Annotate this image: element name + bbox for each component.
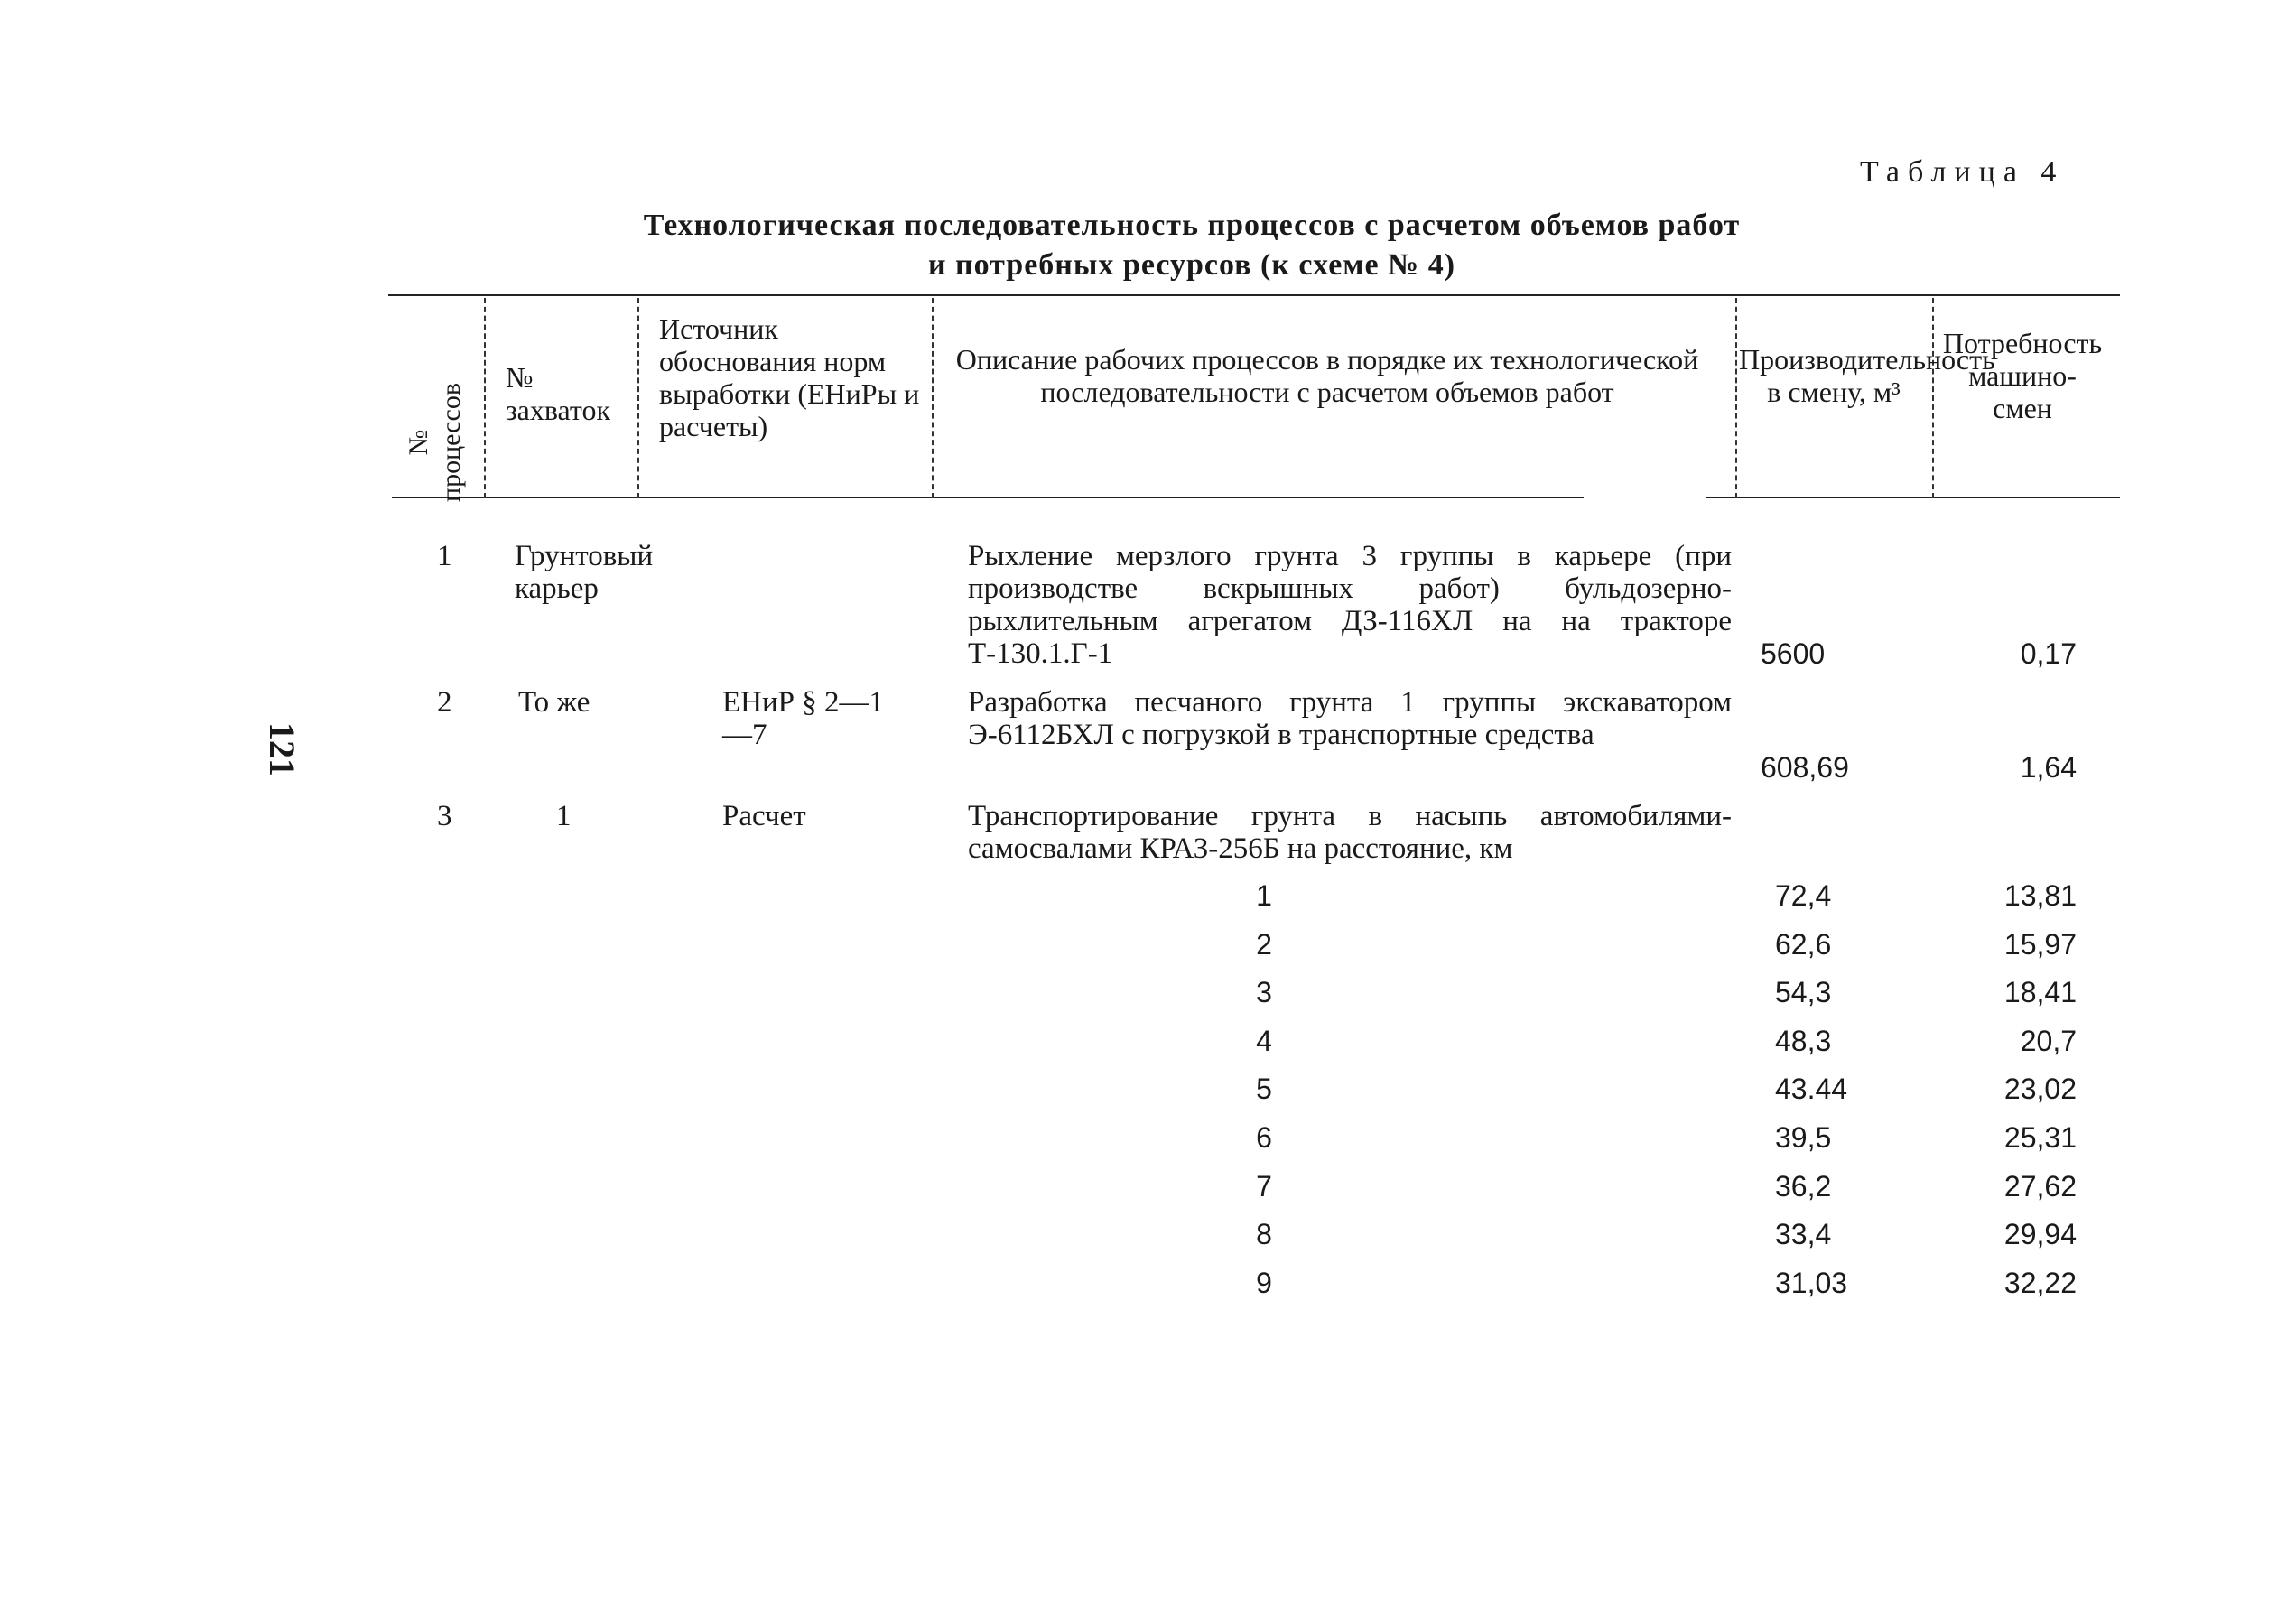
row-description: Разработка песчаного грунта 1 группы экскаватором Э-6112БХЛ с погрузкой в транспортные средства <box>968 686 1732 751</box>
row-machine-shifts: 0,17 <box>2020 637 2077 670</box>
distance-machine-shifts: 27,62 <box>2003 1170 2077 1203</box>
distance-productivity: 36,2 <box>1775 1170 1832 1203</box>
distance-machine-shifts: 23,02 <box>2003 1073 2077 1105</box>
row-description: Рыхление мерзлого грунта 3 группы в карьере (при производстве вскрышных работ) бульдозерно-рыхлительным агрегатом ДЗ-116ХЛ на на тракторе Т-130.1.Г-1 <box>968 540 1732 670</box>
row-grip: 1 <box>556 800 572 832</box>
header-productivity: Производительность в смену, м³ <box>1739 343 1995 408</box>
header-top-rule <box>388 294 2120 296</box>
header-machine-shifts: Потребность машино-смен <box>1942 327 2103 424</box>
title-line-1: Технологическая последовательность процессов с расчетом объемов работ <box>643 209 1741 242</box>
page-number: 121 <box>262 722 302 776</box>
distance-machine-shifts: 13,81 <box>2003 879 2077 912</box>
row-productivity: 608,69 <box>1761 751 1849 784</box>
row-source: Расчет <box>722 800 806 832</box>
header-description: Описание рабочих процессов в порядке их технологической последовательности с расчетом объемов работ <box>955 343 1699 408</box>
distance-productivity: 62,6 <box>1775 928 1832 961</box>
row-process-no: 2 <box>437 686 452 719</box>
distance-km: 7 <box>1256 1170 1272 1203</box>
distance-km: 6 <box>1256 1121 1272 1154</box>
col-divider-3 <box>932 298 934 498</box>
distance-machine-shifts: 18,41 <box>2003 976 2077 1008</box>
distance-km: 9 <box>1256 1267 1272 1299</box>
row-grip: То же <box>518 686 590 719</box>
table-label: Таблица 4 <box>1860 155 2065 189</box>
distance-km: 5 <box>1256 1073 1272 1105</box>
distance-km: 8 <box>1256 1218 1272 1250</box>
col-divider-1 <box>484 298 486 498</box>
distance-km: 1 <box>1256 879 1272 912</box>
distance-productivity: 39,5 <box>1775 1121 1832 1154</box>
row-productivity: 5600 <box>1761 637 1826 670</box>
row-process-no: 3 <box>437 800 452 832</box>
distance-productivity: 31,03 <box>1775 1267 1848 1299</box>
row-source: ЕНиР § 2—1—7 <box>722 686 885 751</box>
col-divider-2 <box>637 298 639 498</box>
header-process-no: № процессов <box>404 383 466 502</box>
row-description: Транспортирование грунта в насыпь автомобилями-самосвалами КРАЗ-256Б на расстояние, км <box>968 800 1732 865</box>
distance-productivity: 43.44 <box>1775 1073 1848 1105</box>
header-source: Источник обоснования норм выработки (ЕНиРы и расчеты) <box>659 312 920 442</box>
header-bottom-rule-left <box>392 497 1584 498</box>
header-grip-no: № захваток <box>506 361 611 426</box>
row-machine-shifts: 1,64 <box>2020 751 2077 784</box>
distance-km: 3 <box>1256 976 1272 1008</box>
header-bottom-rule-right <box>1706 497 2120 498</box>
table-title <box>506 206 1878 285</box>
distance-productivity: 33,4 <box>1775 1218 1832 1250</box>
distance-machine-shifts: 25,31 <box>2003 1121 2077 1154</box>
col-divider-4 <box>1735 298 1737 498</box>
distance-machine-shifts: 20,7 <box>2020 1025 2077 1057</box>
distance-productivity: 72,4 <box>1775 879 1832 912</box>
row-process-no: 1 <box>437 540 452 572</box>
distance-machine-shifts: 32,22 <box>2003 1267 2077 1299</box>
distance-km: 2 <box>1256 928 1272 961</box>
distance-machine-shifts: 29,94 <box>2003 1218 2077 1250</box>
col-divider-5 <box>1932 298 1934 498</box>
distance-machine-shifts: 15,97 <box>2003 928 2077 961</box>
title-line-2: и потребных ресурсов (к схеме № 4) <box>927 248 1456 282</box>
distance-km: 4 <box>1256 1025 1272 1057</box>
row-grip: Грунтовый карьер <box>515 540 654 605</box>
distance-productivity: 48,3 <box>1775 1025 1832 1057</box>
distance-productivity: 54,3 <box>1775 976 1832 1008</box>
